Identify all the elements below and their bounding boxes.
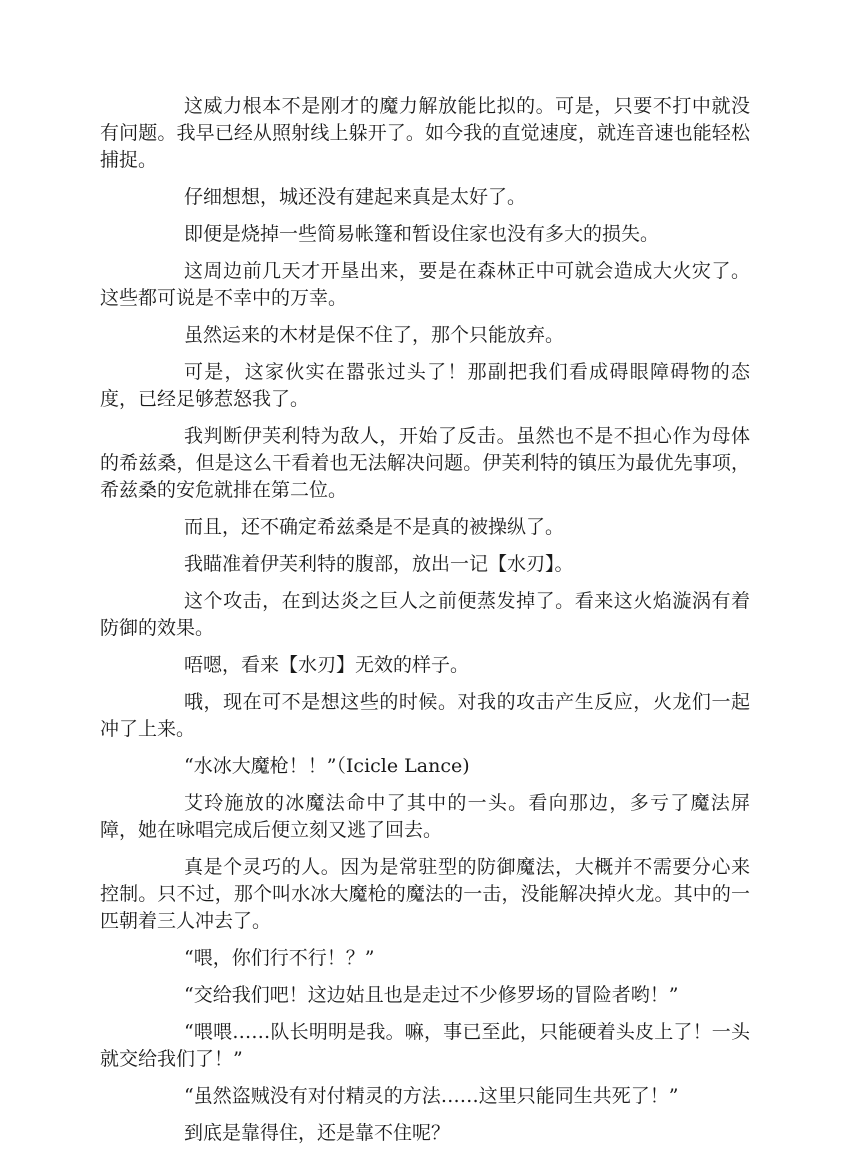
- document-body: [100, 93, 750, 1157]
- paragraph: 哦，现在可不是想这些的时候。对我的攻击产生反应，火龙们一起冲了上来。: [100, 691, 750, 740]
- paragraph: 这威力根本不是刚才的魔力解放能比拟的。可是，只要不打中就没有问题。我早已经从照射线上躲开了。如今我的直觉速度，就连音速也能轻松捕捉。: [100, 95, 750, 171]
- paragraph: “交给我们吧！这边姑且也是走过不少修罗场的冒险者哟！”: [184, 984, 679, 1006]
- paragraph: 这周边前几天才开垦出来，要是在森林正中可就会造成大火灾了。这些都可说是不幸中的万幸。: [100, 260, 750, 309]
- paragraph: 虽然运来的木材是保不住了，那个只能放弃。: [184, 324, 565, 346]
- paragraph: 我瞄准着伊芙利特的腹部，放出一记【水刃】。: [184, 553, 574, 575]
- paragraph: 我判断伊芙利特为敌人，开始了反击。虽然也不是不担心作为母体的希兹桑，但是这么干看着也无法解决问题。伊芙利特的镇压为最优先事项，希兹桑的安危就排在第二位。: [100, 425, 750, 501]
- paragraph: 真是个灵巧的人。因为是常驻型的防御魔法，大概并不需要分心来控制。只不过，那个叫水冰大魔枪的魔法的一击，没能解决掉火龙。其中的一匹朝着三人冲去了。: [100, 856, 750, 932]
- paragraph: “喂喂……队长明明是我。嘛，事已至此，只能硬着头皮上了！一头就交给我们了！”: [100, 1021, 750, 1070]
- paragraph: 仔细想想，城还没有建起来真是太好了。: [184, 186, 527, 208]
- paragraph: 而且，还不确定希兹桑是不是真的被操纵了。: [184, 516, 565, 538]
- paragraph: 可是，这家伙实在嚣张过头了！那副把我们看成碍眼障碍物的态度，已经足够惹怒我了。: [100, 361, 750, 410]
- paragraph: “虽然盗贼没有对付精灵的方法……这里只能同生共死了！”: [184, 1085, 679, 1107]
- paragraph: “喂，你们行不行！？”: [184, 947, 375, 969]
- paragraph: 到底是靠得住，还是靠不住呢？: [184, 1122, 451, 1144]
- paragraph: 这个攻击，在到达炎之巨人之前便蒸发掉了。看来这火焰漩涡有着防御的效果。: [100, 590, 750, 639]
- paragraph: 唔嗯，看来【水刃】无效的样子。: [184, 654, 470, 676]
- paragraph: 艾玲施放的冰魔法命中了其中的一头。看向那边，多亏了魔法屏障，她在咏唱完成后便立刻又逃了回去。: [100, 792, 750, 841]
- paragraph: 即便是烧掉一些简易帐篷和暂设住家也没有多大的损失。: [184, 223, 660, 245]
- paragraph: “水冰大魔枪！！”（Icicle Lance): [184, 755, 470, 777]
